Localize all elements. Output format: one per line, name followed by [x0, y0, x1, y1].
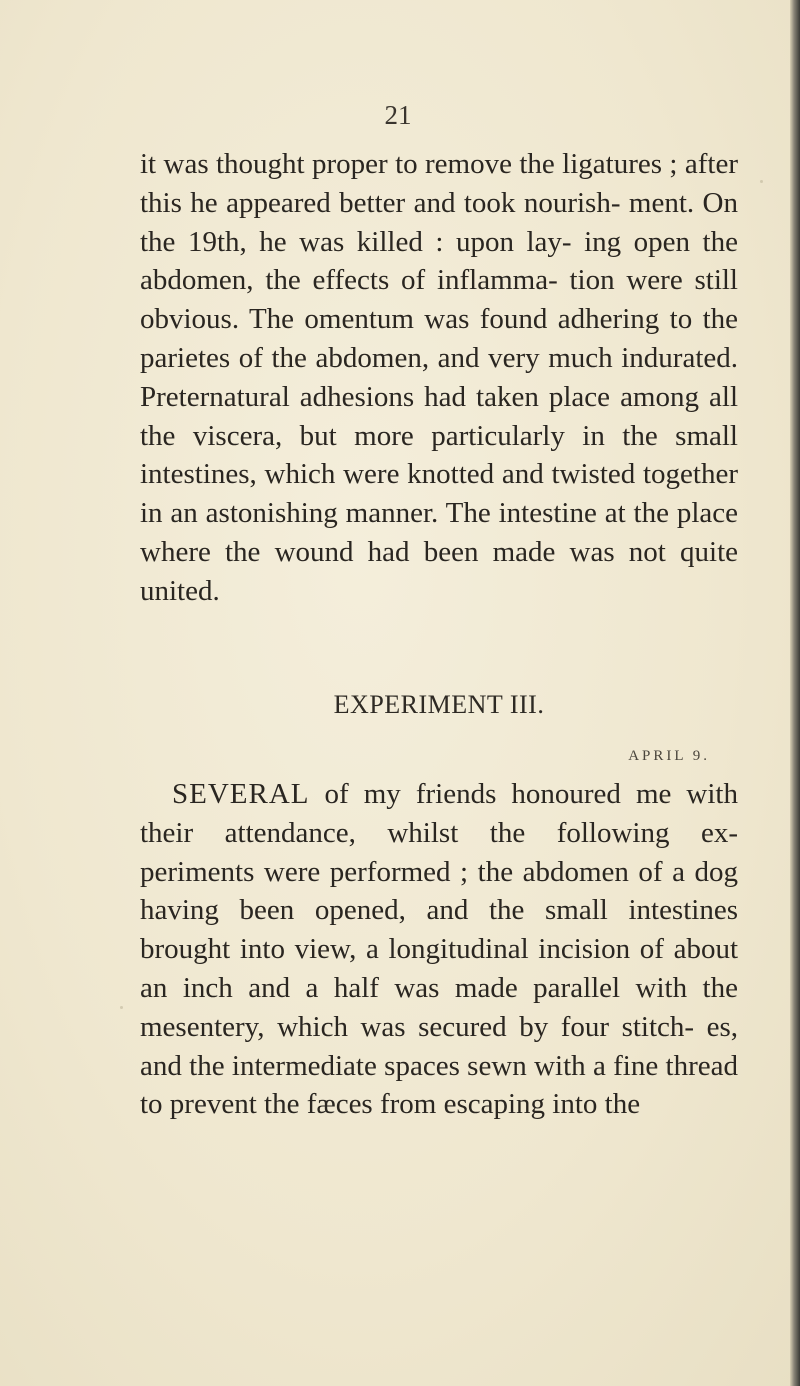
paragraph-2-lead: SEVERAL: [172, 778, 310, 810]
section-heading: EXPERIMENT III.: [333, 690, 545, 719]
paper-speck: [760, 180, 763, 183]
dateline: APRIL 9.: [628, 748, 710, 764]
page-number: 21: [384, 100, 412, 130]
paragraph-2: [140, 775, 738, 1124]
page-edge-shadow: [790, 0, 800, 1386]
paragraph-1: it was thought proper to remove the ligatures ; after this he appeared better and took nourish- ment. On the 19th, he was killed : upon lay- ing open the abdomen, the effects of inflamma- tion were still obvious. The omentum was found adhering to the parietes of the abdomen, and very much indurated. Preternatural adhesions had taken place among all the viscera, but more particularly in the small intestines, which were knotted and twisted together in an astonishing manner. The intestine at the place where the wound had been made was not quite united.: [140, 148, 738, 607]
paper-speck: [120, 1006, 123, 1009]
paragraph-2-text: of my friends honoured me with their attendance, whilst the following ex- periments were performed ; the abdomen of a dog having been opened, and the small intestines brought into view, a longitudinal incision of about an inch and a half was made parallel with the mesentery, which was secured by four stitch- es, and the intermediate spaces sewn with a fine thread to prevent the fæces from escaping into the: [140, 778, 738, 1121]
